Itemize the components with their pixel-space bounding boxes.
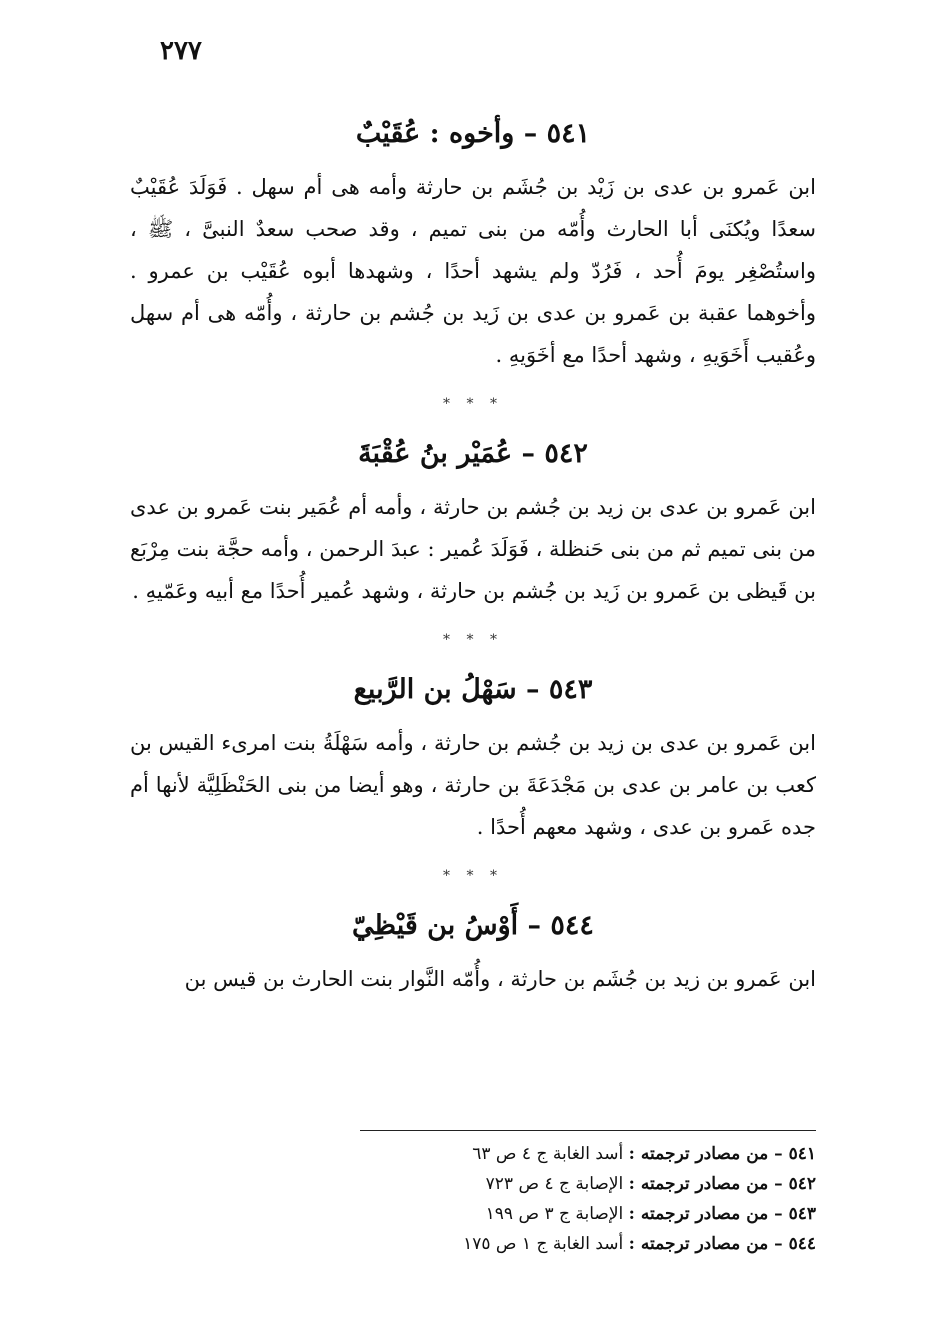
footnotes bbox=[360, 1130, 816, 1259]
entry-body: ابن عَمرو بن عدى بن زيد بن جُشم بن حارثة ، وأمه سَهْلَةُ بنت امرىء القيس بن كعب بن عامر بن عدى بن مَجْدَعَةَ بن حارثة ، وهو أيضا من بنى الحَنْظَلِيَّة لأنها أم جده عَمرو بن عدى ، وشهد معهم أُحدًا . bbox=[130, 731, 816, 839]
footnote bbox=[360, 1229, 816, 1259]
entry-543 bbox=[130, 668, 816, 848]
section-separator: * * * bbox=[443, 632, 503, 648]
footnote-text: الإصابة ج ٤ ص ٧٢٣ bbox=[485, 1174, 624, 1194]
entry-body: ابن عَمرو بن زيد بن جُشَم بن حارثة ، وأُمّه النَّوار بنت الحارث بن قيس بن bbox=[184, 967, 816, 991]
footnote-label: ٥٤١ – من مصادر ترجمته : bbox=[628, 1144, 816, 1164]
footnote bbox=[360, 1169, 816, 1199]
footnote bbox=[360, 1139, 816, 1169]
entry-body: ابن عَمرو بن عدى بن زيد بن جُشم بن حارثة ، وأمه أم عُمَير بنت عَمرو بن عدى من بنى تميم ثم من بنى حَنظلة ، فَوَلَدَ عُمير : عبدَ الرحمن ، وأمه حجَّة بنت مِرْبَع بن قَيظى بن عَمرو بن زَيد بن جُشم بن حارثة ، وشهد عُمير أُحدًا مع أبيه وعَمّيهِ . bbox=[130, 495, 816, 603]
section-separator: * * * bbox=[443, 868, 503, 884]
entry-title: ٥٤٣ – سَهْلُ بن الرَّبيع bbox=[353, 674, 593, 705]
entry-title: ٥٤١ – وأخوه : عُقَيْبٌ bbox=[355, 118, 591, 149]
footnote-label: ٥٤٢ – من مصادر ترجمته : bbox=[628, 1174, 816, 1194]
entry-541 bbox=[130, 112, 816, 376]
main-text bbox=[130, 112, 816, 1000]
footnote-label: ٥٤٤ – من مصادر ترجمته : bbox=[628, 1234, 816, 1254]
footnote-text: الإصابة ج ٣ ص ١٩٩ bbox=[485, 1204, 624, 1224]
entry-title: ٥٤٤ – أَوْسُ بن قَيْظِيّ bbox=[352, 910, 594, 941]
footnote-text: أسد الغابة ج ١ ص ١٧٥ bbox=[463, 1234, 624, 1254]
section-separator: * * * bbox=[443, 396, 503, 412]
footnote bbox=[360, 1199, 816, 1229]
footnote-label: ٥٤٣ – من مصادر ترجمته : bbox=[628, 1204, 816, 1224]
entry-544 bbox=[130, 904, 816, 1000]
entry-body: ابن عَمرو بن عدى بن زَيْد بن جُشَم بن حارثة وأمه هى أم سهل . فَوَلَدَ عُقَيْبٌ سعدًا ويُكنَى أبا الحارث وأُمّه من بنى تميم ، وقد صحب سعدٌ النبىَّ ، ﷺ ، واستُصْغِر يومَ أُحد ، فَرُدّ ولم يشهد أحدًا ، وشهدها أبوه عُقَيْب بن عمرو . وأخوهما عقبة بن عَمرو بن عدى بن زَيد بن جُشم بن حارثة ، وأُمّه هى أم سهل وعُقيب أَخَوَيهِ ، وشهد أحدًا مع أخَوَيهِ . bbox=[130, 175, 816, 367]
entry-title: ٥٤٢ – عُمَيْر بنُ عُقْبَةَ bbox=[358, 438, 588, 469]
entry-542 bbox=[130, 432, 816, 612]
page-number: ٢٧٧ bbox=[160, 36, 202, 66]
footnote-text: أسد الغابة ج ٤ ص ٦٣ bbox=[472, 1144, 624, 1164]
